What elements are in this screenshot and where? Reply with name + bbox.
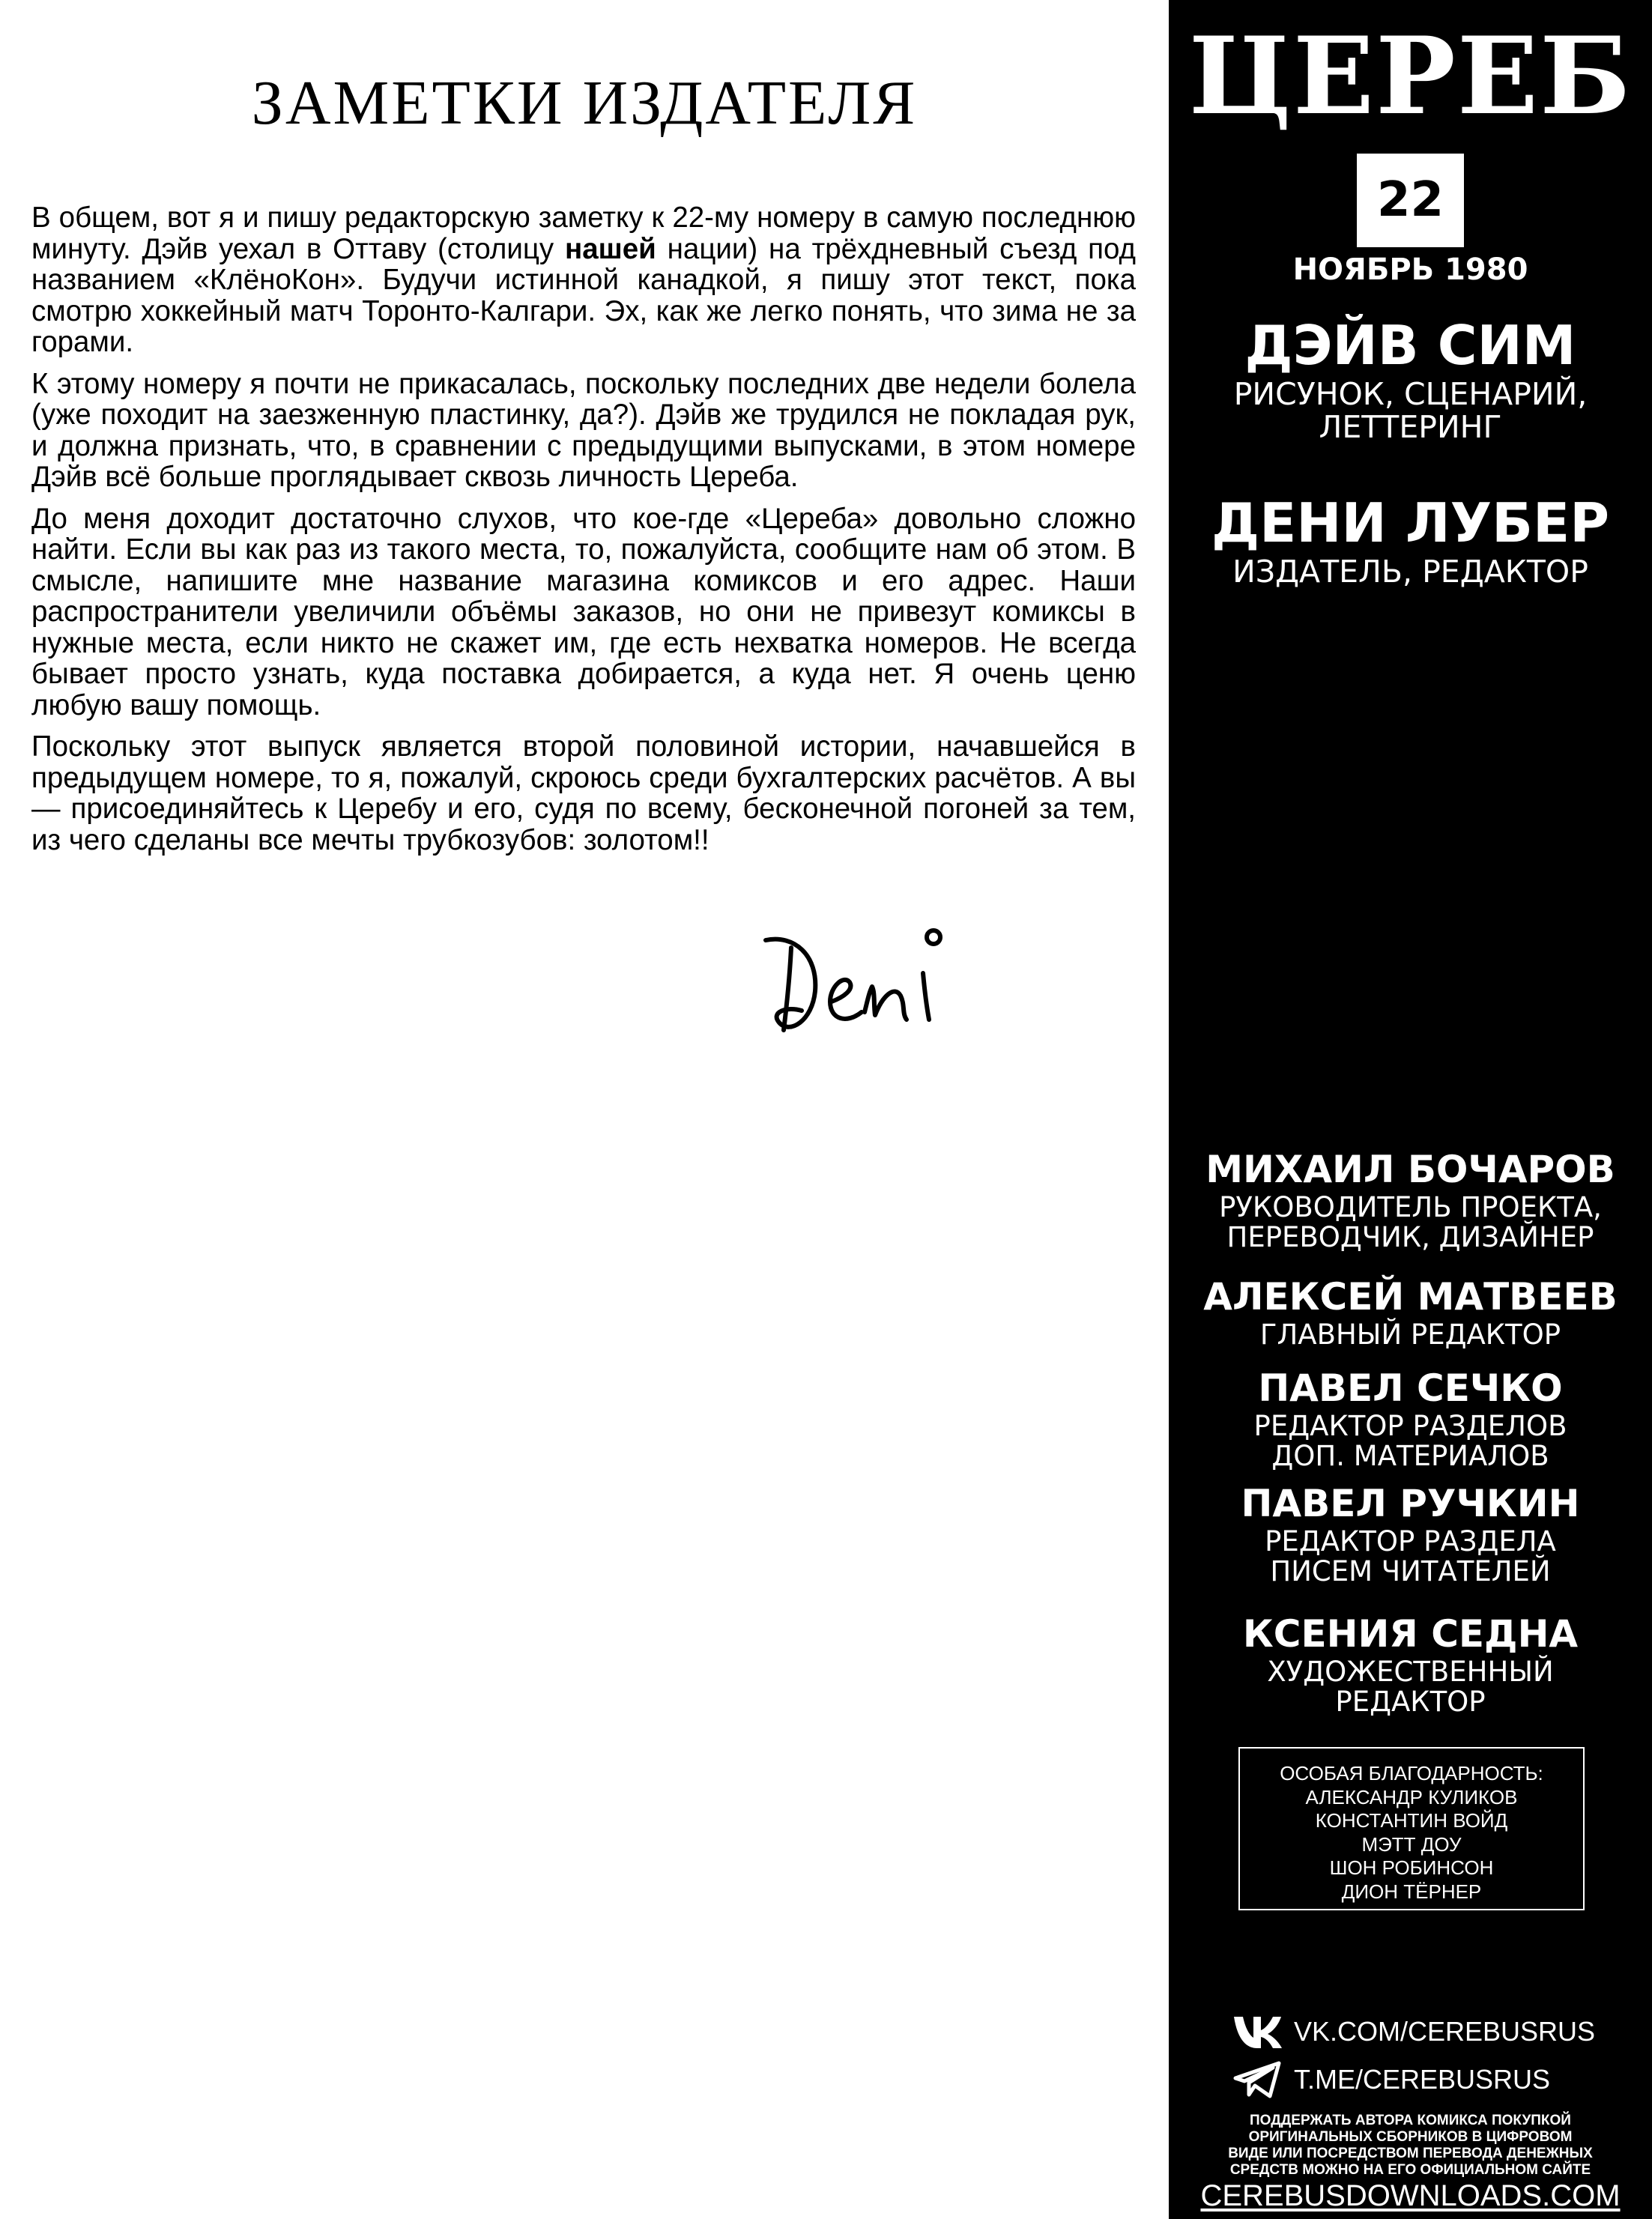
credit-sedna — [1169, 1611, 1652, 1717]
credit-name: МИХАИЛ БОЧАРОВ — [1205, 1148, 1615, 1191]
credit-name: КСЕНИЯ СЕДНА — [1242, 1612, 1579, 1656]
credit-role: ЛЕТТЕРИНГ — [1319, 409, 1502, 445]
credit-dave-sim — [1169, 313, 1652, 444]
credit-ruchkin — [1169, 1480, 1652, 1587]
telegram-icon — [1232, 2060, 1283, 2099]
signature-deni — [757, 918, 989, 1053]
credits-sidebar — [1169, 0, 1652, 2219]
support-line: ВИДЕ ИЛИ ПОСРЕДСТВОМ ПЕРЕВОДА ДЕНЕЖНЫХ — [1228, 2146, 1593, 2161]
thanks-name: АЛЕКСАНДР КУЛИКОВ — [1305, 1785, 1518, 1808]
paragraph-1 — [31, 202, 1136, 358]
issue-number-badge: 22 — [1357, 154, 1464, 247]
credit-name: ДЭЙВ СИМ — [1244, 314, 1576, 377]
credit-role: РИСУНОК, СЦЕНАРИЙ, — [1233, 376, 1588, 412]
vk-icon — [1232, 2012, 1283, 2051]
issue-date: НОЯБРЬ 1980 — [1292, 252, 1528, 287]
thanks-name: КОНСТАНТИН ВОЙД — [1315, 1809, 1508, 1832]
page-title: ЗАМЕТКИ ИЗДАТЕЛЯ — [251, 68, 918, 138]
thanks-name: ДИОН ТЁРНЕР — [1341, 1880, 1482, 1903]
credit-role: ХУДОЖЕСТВЕННЫЙ — [1267, 1656, 1554, 1688]
credit-name: АЛЕКСЕЙ МАТВЕЕВ — [1203, 1275, 1618, 1319]
credit-role: ГЛАВНЫЙ РЕДАКТОР — [1259, 1319, 1561, 1351]
paragraph-1-start: В общем, вот я и пишу редакторскую заметку к 22-му номеру в самую последнюю минуту. Дэйв уехал в Оттаву (столицу — [31, 202, 1136, 265]
article-body — [31, 202, 1136, 866]
vk-link-text[interactable]: VK.COM/CEREBUSRUS — [1294, 2016, 1596, 2047]
thanks-title: ОСОБАЯ БЛАГОДАРНОСТЬ: — [1280, 1762, 1543, 1784]
credit-bocharov — [1169, 1146, 1652, 1253]
credit-role: РЕДАКТОР — [1335, 1686, 1486, 1718]
support-line: ПОДДЕРЖАТЬ АВТОРА КОМИКСА ПОКУПКОЙ — [1250, 2113, 1571, 2128]
credit-role: РУКОВОДИТЕЛЬ ПРОЕКТА, — [1219, 1191, 1602, 1223]
telegram-link-text[interactable]: T.ME/CEREBUSRUS — [1294, 2064, 1551, 2095]
support-line: ОРИГИНАЛЬНЫХ СБОРНИКОВ В ЦИФРОВОМ — [1248, 2129, 1573, 2145]
credit-deni-loubert — [1169, 491, 1652, 588]
credit-role: ПЕРЕВОДЧИК, ДИЗАЙНЕР — [1226, 1221, 1594, 1253]
credit-matveev — [1169, 1274, 1652, 1350]
website-link[interactable]: CEREBUSDOWNLOADS.COM — [1200, 2179, 1621, 2212]
thanks-name: ШОН РОБИНСОН — [1329, 1856, 1494, 1879]
support-line: СРЕДСТВ МОЖНО НА ЕГО ОФИЦИАЛЬНОМ САЙТЕ — [1229, 2162, 1591, 2178]
credit-role: ИЗДАТЕЛЬ, РЕДАКТОР — [1232, 554, 1588, 590]
credit-role: ДОП. МАТЕРИАЛОВ — [1271, 1440, 1549, 1472]
bold-word: нашей — [565, 232, 656, 265]
paragraph-2: К этому номеру я почти не прикасалась, поскольку последних две недели болела (уже походит на заезженную пластинку, да?). Дэйв же трудился не покладая рук, и должна признать, что, в сравнении с предыдущими выпусками, в этом номере Дэйв всё больше проглядывает сквозь личность Цереба. — [31, 367, 1136, 493]
credit-role: ПИСЕМ ЧИТАТЕЛЕЙ — [1270, 1555, 1551, 1587]
special-thanks-box — [1238, 1747, 1585, 1910]
cerebus-logo: ЦЕРЕБ — [1188, 14, 1633, 139]
credit-role: РЕДАКТОР РАЗДЕЛОВ — [1253, 1410, 1567, 1442]
credit-name: ПАВЕЛ РУЧКИН — [1241, 1482, 1580, 1525]
credit-role: РЕДАКТОР РАЗДЕЛА — [1265, 1525, 1556, 1557]
credit-name: ДЕНИ ЛУБЕР — [1211, 491, 1610, 554]
paragraph-4: Поскольку этот выпуск является второй половиной истории, начавшейся в предыдущем номере, то я, пожалуй, скроюсь среди бухгалтерских расчётов. А вы — присоединяйтесь к Церебу и его, судя по всему, бесконечной погоней за тем, из чего сделаны все мечты трубкозубов: золотом!! — [31, 730, 1136, 856]
telegram-link[interactable] — [1232, 2057, 1622, 2102]
vk-link[interactable] — [1232, 2009, 1622, 2054]
paragraph-3: До меня доходит достаточно слухов, что кое-где «Цереба» довольно сложно найти. Если вы как раз из такого места, то, пожалуйста, сообщите нам об этом. В смысле, напишите мне название магазина комиксов и его адрес. Наши распространители увеличили объёмы заказов, но они не привезут комиксы в нужные места, если никто не скажет им, где есть нехватка номеров. Не всегда бывает просто узнать, куда поставка добирается, а куда нет. Я очень ценю любую вашу помощь. — [31, 502, 1136, 721]
paragraph-1-end: нации) на трёхдневный съезд под названием «КлёноКон». Будучи истинной канадкой, я пишу этот текст, пока смотрю хоккейный матч Торонто-Калгари. Эх, как же легко понять, что зима не за горами. — [31, 232, 1136, 358]
credit-sechko — [1169, 1365, 1652, 1471]
support-text — [1214, 2113, 1607, 2179]
thanks-name: МЭТТ ДОУ — [1361, 1832, 1462, 1856]
credit-name: ПАВЕЛ СЕЧКО — [1258, 1366, 1563, 1410]
